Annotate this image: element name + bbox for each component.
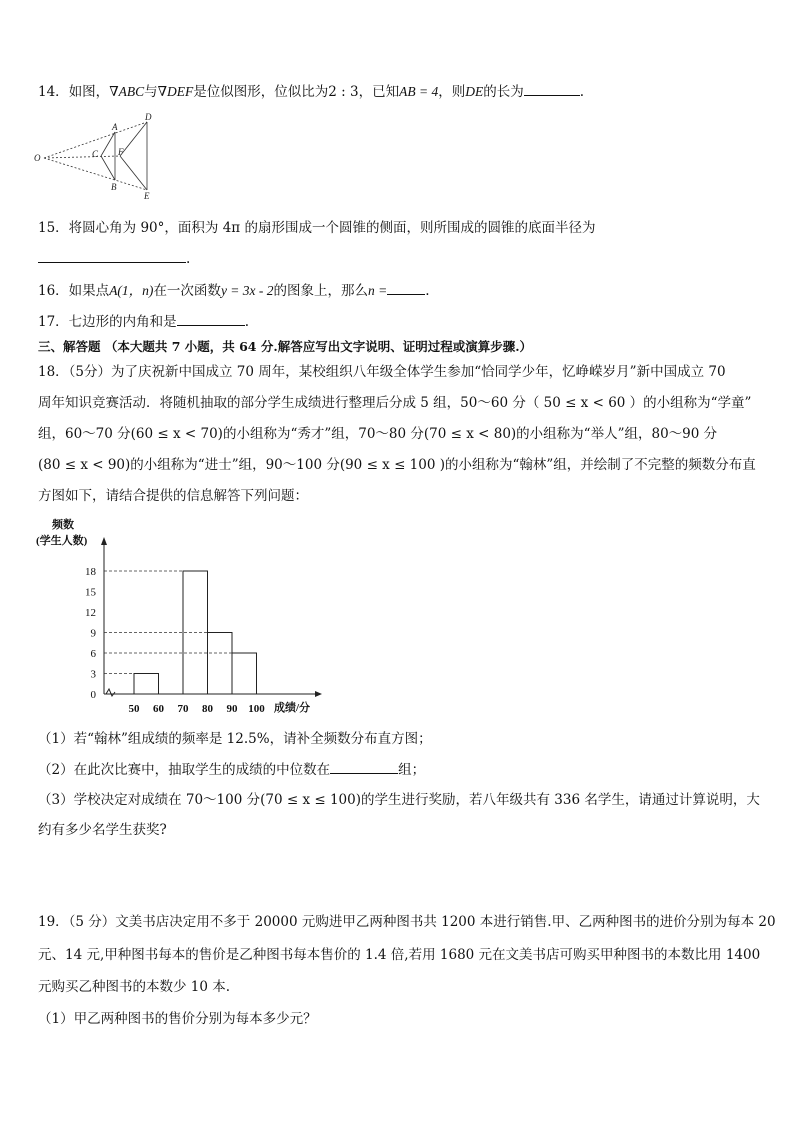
label-E: E <box>144 191 150 201</box>
label-B: B <box>111 182 117 192</box>
q18-line4: (80 ≤ x < 90)的小组称为“进士”组，90～100 分(90 ≤ x ≤ 100 )的小组称为“翰林”组，并绘制了不完整的频数分布直 <box>38 457 756 473</box>
histogram-bar <box>134 674 159 695</box>
q15-answer-blank[interactable] <box>38 248 186 263</box>
x-tick-label: 50 <box>128 703 140 715</box>
x-tick-label: 100 <box>248 703 265 715</box>
label-C: C <box>92 149 99 159</box>
section-three-heading: 三、解答题 （本大题共 7 小题，共 64 分.解答应写出文字说明、证明过程或演算步骤.） <box>38 339 533 354</box>
q14-figure <box>30 110 170 201</box>
label-O: O <box>34 153 41 163</box>
q16-answer-blank[interactable] <box>387 280 425 295</box>
y-axis-title: 频数 <box>52 519 74 531</box>
y-tick-label: 15 <box>85 586 96 599</box>
x-tick-label: 70 <box>177 703 189 715</box>
q14-number: 14． <box>38 84 69 100</box>
axis-break <box>106 689 115 696</box>
q18-sub3-line1: （3）学校决定对成绩在 70～100 分(70 ≤ x ≤ 100)的学生进行奖励，若八年级共有 336 名学生，请通过计算说明，大 <box>38 792 760 808</box>
label-A: A <box>112 122 118 132</box>
x-tick-label: 80 <box>202 703 213 715</box>
q19-line3: 元购买乙种图书的本数少 10 本. <box>38 979 231 995</box>
histogram-bar <box>208 633 233 695</box>
q17-answer-blank[interactable] <box>177 311 245 326</box>
q18-sub2-answer-blank[interactable] <box>330 759 398 774</box>
x-tick-label: 60 <box>153 703 164 715</box>
q18-sub3-line2: 约有多少名学生获奖? <box>38 822 167 838</box>
q18-line5: 方图如下，请结合提供的信息解答下列问题： <box>38 488 308 504</box>
q15-text: 15．将圆心角为 90°，面积为 4π 的扇形围成一个圆锥的侧面，则所围成的圆锥的底面半径为 <box>38 220 596 236</box>
q16-text: 16．如果点A(1，n)在一次函数y = 3x - 2的图象上，那么n = . <box>38 280 430 301</box>
frequency-histogram <box>30 515 330 725</box>
q18-sub1: （1）若“翰林”组成绩的频率是 12.5%，请补全频数分布直方图； <box>38 731 432 747</box>
label-D: D <box>145 112 152 122</box>
label-F: F <box>118 147 124 157</box>
y-tick-label: 12 <box>85 607 96 619</box>
q17-text: 17．七边形的内角和是 . <box>38 311 249 332</box>
q19-sub1: （1）甲乙两种图书的售价分别为每本多少元？ <box>38 1011 317 1027</box>
q14-text: 14．如图，∇ABC与∇DEF是位似图形，位似比为2 : 3，已知AB = 4，则DE的长为 . <box>38 81 584 102</box>
q19-line2: 元、14 元,甲种图书每本的售价是乙种图书每本售价的 1.4 倍,若用 1680 元在文美书店可购买甲种图书的本数比用 1400 <box>38 947 761 963</box>
q18-line3: 组，60～70 分(60 ≤ x < 70)的小组称为“秀才”组，70～80 分(70 ≤ x < 80)的小组称为“举人”组，80～90 分 <box>38 426 718 442</box>
y-axis-arrow <box>101 537 107 545</box>
y-tick-label: 9 <box>90 627 96 640</box>
histogram-bar <box>232 653 257 694</box>
q19-line1: 19．（5 分）文美书店决定用不多于 20000 元购进甲乙两种图书共 1200 本进行销售.甲、乙两种图书的进价分别为每本 20 <box>38 914 776 930</box>
q14-answer-blank[interactable] <box>524 81 580 96</box>
q18-line2: 周年知识竞赛活动．将随机抽取的部分学生成绩进行整理后分成 5 组，50～60 分（ 50 ≤ x < 60 ）的小组称为“学童” <box>38 395 752 411</box>
y-tick-label: 3 <box>90 668 96 681</box>
x-tick-label: 90 <box>226 703 238 715</box>
y-tick-label: 18 <box>85 566 96 578</box>
y-axis-subtitle: (学生人数) <box>36 535 88 547</box>
q18-sub2: （2）在此次比赛中，抽取学生的成绩的中位数在 组； <box>38 759 425 780</box>
x-axis-title: 成绩/分 <box>274 702 311 714</box>
y-tick-label: 0 <box>90 689 96 701</box>
q18-line1: 18．（5分）为了庆祝新中国成立 70 周年，某校组织八年级全体学生参加“恰同学少年，忆峥嵘岁月”新中国成立 70 <box>38 364 726 380</box>
x-axis-arrow <box>315 691 322 697</box>
q15-answer-line: . <box>38 248 190 269</box>
y-tick-label: 6 <box>90 648 96 660</box>
